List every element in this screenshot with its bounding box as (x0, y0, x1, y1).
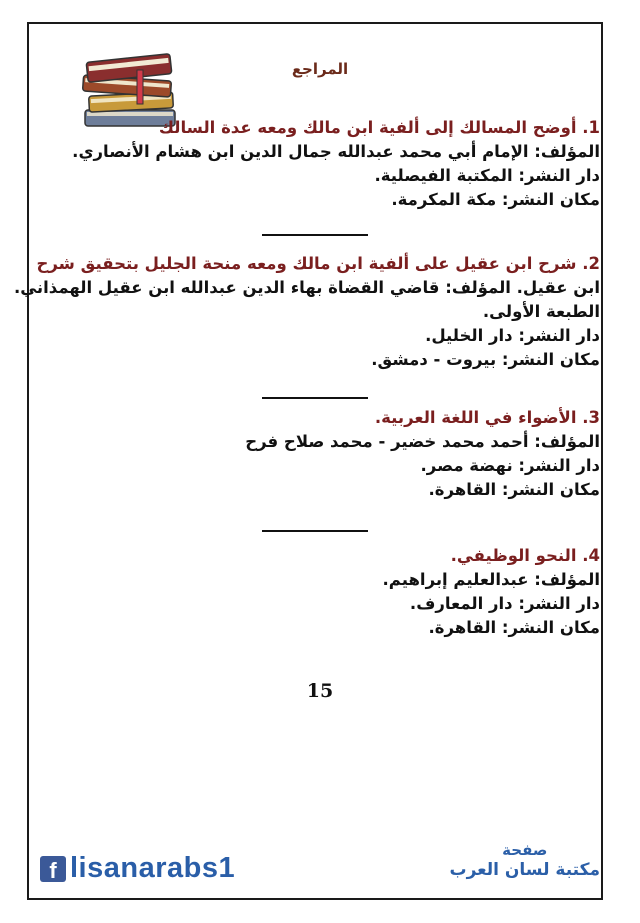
reference-title: 4. النحو الوظيفي. (450, 546, 600, 565)
facebook-link[interactable] (40, 852, 235, 885)
reference-detail: دار النشر: المكتبة الفيصلية. (374, 166, 600, 185)
brand-logo (450, 840, 600, 880)
brand-line-1: صفحة (502, 841, 548, 859)
reference-detail: المؤلف: أحمد محمد خضير - محمد صلاح فرح (245, 432, 600, 451)
reference-detail: دار النشر: دار الخليل. (425, 326, 600, 345)
reference-detail: ابن عقيل. المؤلف: قاضي القضاة بهاء الدين عبدالله ابن عقيل الهمذاني. (13, 278, 600, 297)
reference-title: 1. أوضح المسالك إلى ألفية ابن مالك ومعه عدة السالك (158, 118, 600, 137)
reference-title: 3. الأضواء في اللغة العربية. (374, 408, 600, 427)
separator-line (262, 397, 368, 399)
reference-3 (40, 406, 600, 502)
separator-line (262, 234, 368, 236)
reference-2 (13, 252, 600, 372)
reference-detail: مكان النشر: مكة المكرمة. (391, 190, 600, 209)
reference-detail: مكان النشر: القاهرة. (428, 618, 600, 637)
reference-title: 2. شرح ابن عقيل على ألفية ابن مالك ومعه منحة الجليل بتحقيق شرح (36, 254, 600, 273)
reference-1 (40, 116, 600, 212)
reference-detail: الطبعة الأولى. (482, 302, 600, 321)
reference-detail: مكان النشر: بيروت - دمشق. (371, 350, 600, 369)
facebook-icon: f (40, 856, 66, 882)
reference-detail: المؤلف: عبدالعليم إبراهيم. (382, 570, 600, 589)
reference-detail: المؤلف: الإمام أبي محمد عبدالله جمال الدين ابن هشام الأنصاري. (72, 142, 600, 161)
page-number: 15 (306, 680, 334, 702)
reference-detail: دار النشر: دار المعارف. (409, 594, 600, 613)
separator-line (262, 530, 368, 532)
reference-4 (40, 544, 600, 640)
facebook-handle: lisanarabs1 (70, 852, 236, 884)
page-title: المراجع (291, 60, 349, 78)
brand-line-2: مكتبة لسان العرب (449, 860, 600, 880)
reference-detail: مكان النشر: القاهرة. (428, 480, 600, 499)
reference-detail: دار النشر: نهضة مصر. (420, 456, 600, 475)
